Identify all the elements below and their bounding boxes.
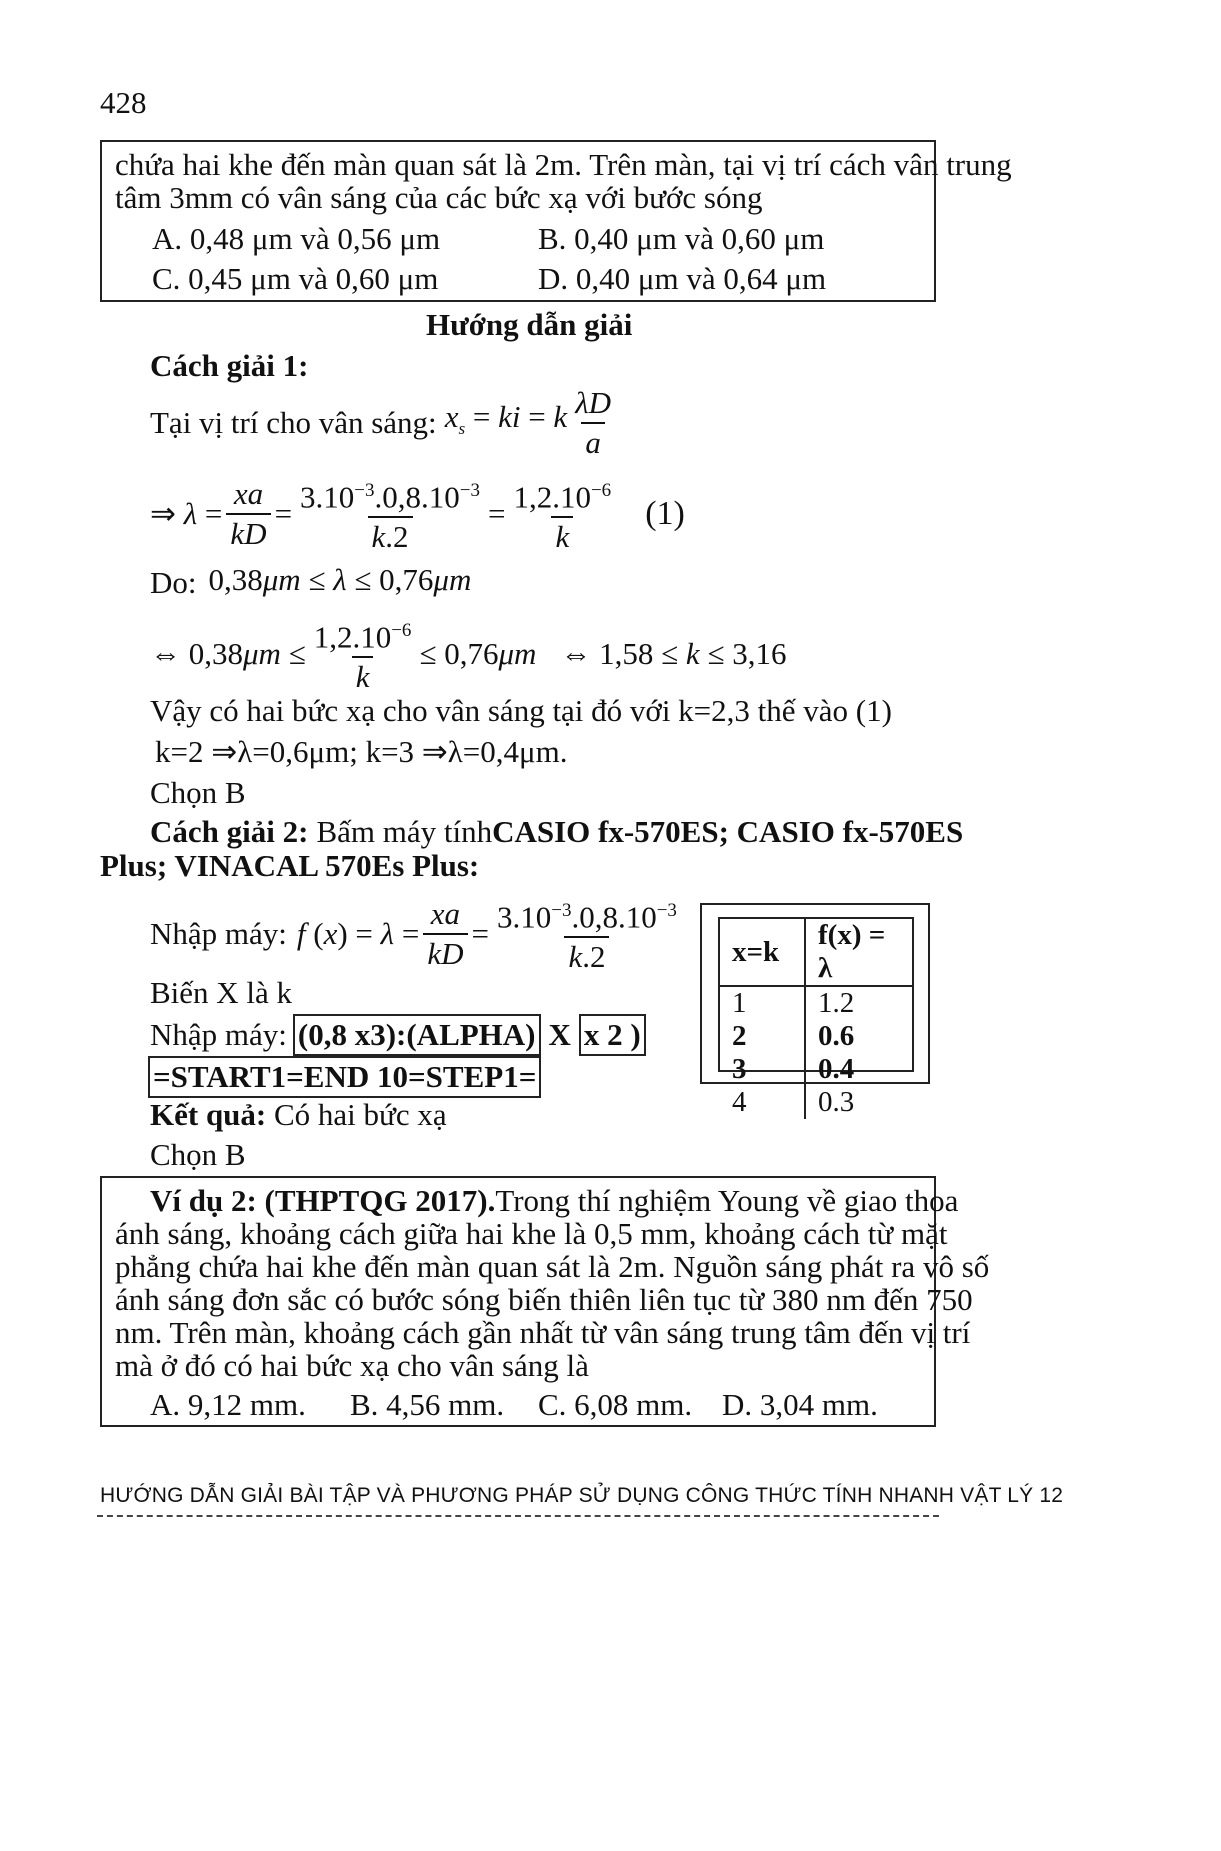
table-inner-frame (718, 917, 914, 1118)
option-b: B. 0,40 μm và 0,60 μm (538, 221, 825, 256)
method2-choice: Chọn B (150, 1137, 246, 1172)
example2-line2: ánh sáng, khoảng cách giữa hai khe là 0,5 mm, khoảng cách từ mặt (115, 1216, 948, 1251)
example2-line3: phẳng chứa hai khe đến màn quan sát là 2m. Nguồn sáng phát ra vô số (115, 1249, 990, 1284)
key-box-3: =START1=END 10=STEP1= (148, 1056, 541, 1098)
table-row (720, 1020, 912, 1053)
result-line (150, 1096, 447, 1134)
example2-line6: mà ở đó có hai bức xạ cho vân sáng là (115, 1348, 589, 1383)
table-cell: 2 (732, 1020, 747, 1052)
table-cell: 0.4 (805, 1053, 912, 1086)
footer-divider (97, 1515, 939, 1517)
footer-text: HƯỚNG DẪN GIẢI BÀI TẬP VÀ PHƯƠNG PHÁP SỬ DỤNG CÔNG THỨC TÍNH NHANH VẬT LÝ 12 (100, 1484, 1064, 1507)
formula-k-range: ⇔ 0,38μm ≤ $\frac{1,2.10^{-6}}{k}$ ≤ 0,76μm ⇔ 1,58 ≤ k ≤ 3,16 (150, 619, 787, 695)
solution-heading: Hướng dẫn giải (426, 307, 633, 342)
method1-conclusion: Vậy có hai bức xạ cho vân sáng tại đó với k=2,3 thế vào (1) (150, 693, 892, 728)
table-cell: 1.2 (805, 986, 912, 1020)
page-number: 428 (100, 85, 147, 120)
keys-label: Nhập máy: (150, 1017, 287, 1052)
method2-intro (150, 813, 964, 851)
example2-option-b: B. 4,56 mm. (350, 1387, 505, 1422)
result-text: Có hai bức xạ (274, 1097, 447, 1132)
do-label: Do: (150, 565, 197, 600)
question-box (100, 140, 1012, 302)
method1-title: Cách giải 1: (150, 348, 309, 383)
key-x: X (548, 1017, 571, 1052)
input-label: Nhập máy: (150, 916, 287, 952)
option-a: A. 0,48 μm và 0,56 μm (152, 221, 441, 256)
key-box-1: (0,8 x3):(ALPHA) (293, 1014, 541, 1056)
example2-box (100, 1176, 990, 1427)
formula-range: Do: 0,38μm ≤ λ ≤ 0,76μm (150, 562, 472, 600)
method1-choice: Chọn B (150, 775, 246, 810)
table-cell: 1 (732, 987, 747, 1019)
example2-line4: ánh sáng đơn sắc có bước sóng biến thiên liên tục từ 380 nm đến 750 (115, 1282, 973, 1317)
variable-text: Biến X là k (150, 975, 293, 1010)
question-text-line2: tâm 3mm có vân sáng của các bức xạ với bước sóng (115, 180, 763, 215)
table-row (720, 1086, 912, 1119)
key-box-2: x 2 ) (579, 1014, 646, 1056)
key-sequence (150, 1014, 646, 1056)
calc-models-line1: CASIO fx-570ES; CASIO fx-570ES (492, 814, 964, 849)
function-table (720, 919, 912, 1119)
formula-input: Nhập máy: f (x) = λ = $\frac{xa}{kD}$ = $\frac{3.10^{-3}.0,8.10^{-3}}{k.2}$ (150, 896, 677, 975)
method1-values: k=2 ⇒λ=0,6μm; k=3 ⇒λ=0,4μm. (155, 734, 568, 769)
example2-title: Ví dụ 2: (THPTQG 2017). (150, 1183, 496, 1218)
option-c: C. 0,45 μm và 0,60 μm (152, 261, 439, 296)
example2-option-c: C. 6,08 mm. (538, 1387, 693, 1422)
result-label: Kết quả: (150, 1097, 267, 1132)
fraction-lambda-d-over-a: $\frac{\lambda D}{a}$ (575, 385, 612, 460)
table-cell: 4 (732, 1086, 747, 1118)
method2-intro-text: Bấm máy tính (316, 814, 493, 849)
method2-title: Cách giải 2: (150, 814, 309, 849)
header-x: x=k (720, 919, 805, 986)
table-row (720, 986, 912, 1020)
table-outer-frame (700, 903, 930, 1118)
table-cell: 3 (732, 1053, 747, 1085)
table-row (720, 1053, 912, 1086)
calc-models-line2: Plus; VINACAL 570Es Plus: (100, 848, 480, 883)
option-d: D. 0,40 μm và 0,64 μm (538, 261, 827, 296)
position-label: Tại vị trí cho vân sáng: (150, 405, 437, 440)
example2-option-d: D. 3,04 mm. (722, 1387, 878, 1422)
header-fx: f(x) = λ (805, 919, 912, 986)
example2-line5: nm. Trên màn, khoảng cách gần nhất từ vân sáng trung tâm đến vị trí (115, 1315, 971, 1350)
formula-lambda: ⇒ λ = $\frac{xa}{kD}$ = $\frac{3.10^{-3}.0,8.10^{-3}}{k.2}$ = $\frac{1,2.10^{-6}}{k}$ (1) (150, 476, 685, 555)
table-cell: 0.3 (805, 1086, 912, 1119)
formula-position (150, 386, 619, 460)
question-text-line1: chứa hai khe đến màn quan sát là 2m. Trên màn, tại vị trí cách vân trung (115, 147, 1012, 182)
table-header-row (720, 919, 912, 986)
example2-text: Trong thí nghiệm Young về giao thoa (495, 1183, 959, 1218)
example2-option-a: A. 9,12 mm. (150, 1387, 306, 1422)
formula-xs: $x_s$ = ki = k (444, 398, 568, 439)
table-cell: 0.6 (805, 1020, 912, 1053)
